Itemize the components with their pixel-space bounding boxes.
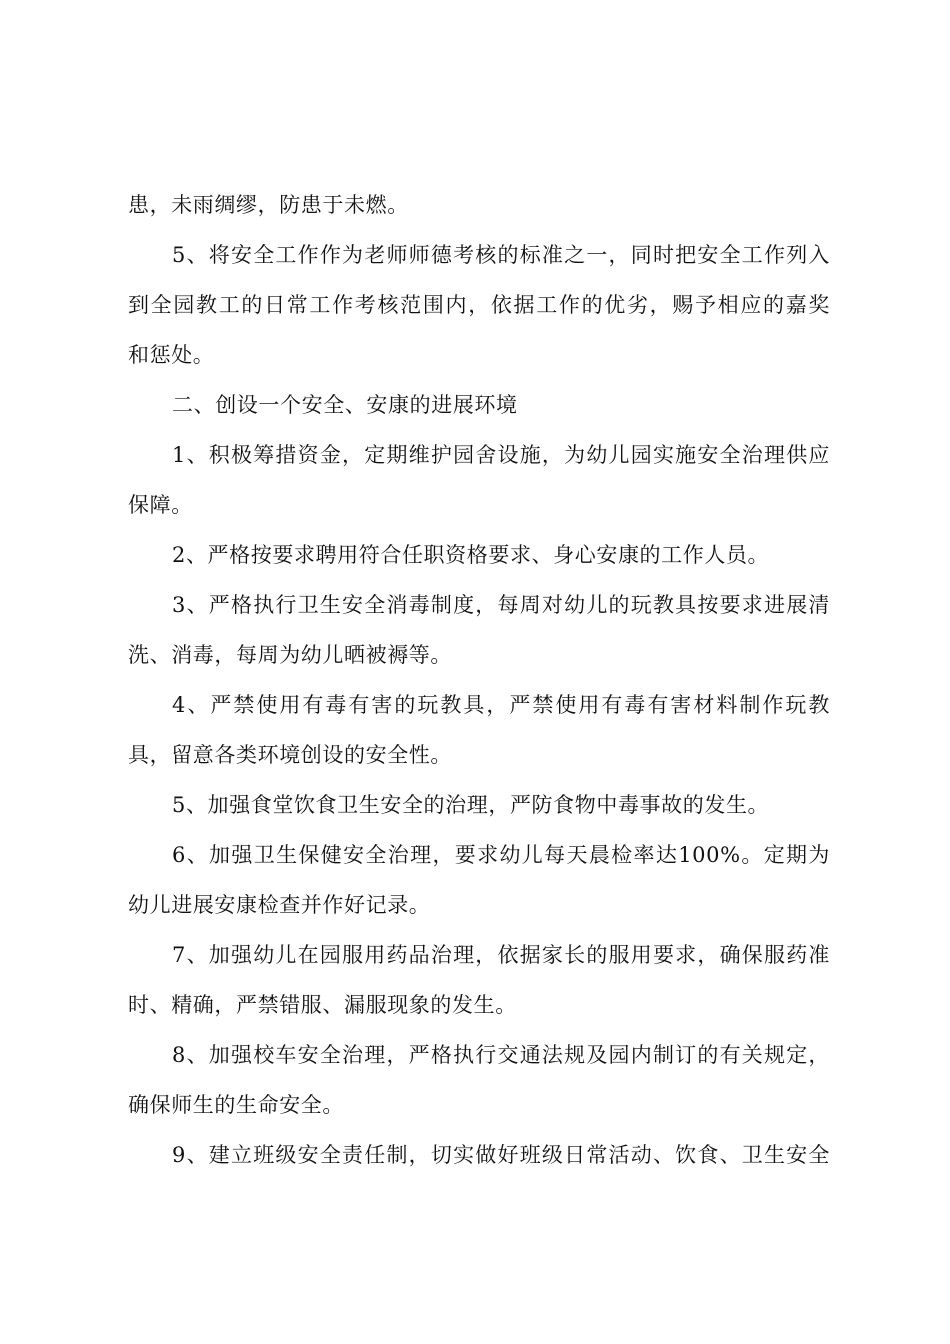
text-line: 洗、消毒，每周为幼儿晒被褥等。 [128, 643, 452, 667]
text-line: 具，留意各类环境创设的安全性。 [128, 743, 452, 767]
text-line: 9、建立班级安全责任制，切实做好班级日常活动、饮食、卫生安全 [172, 1143, 830, 1167]
text-line: 保障。 [128, 493, 193, 517]
text-line: 6、加强卫生保健安全治理，要求幼儿每天晨检率达100%。定期为 [172, 843, 830, 867]
text-line: 时、精确，严禁错服、漏服现象的发生。 [128, 993, 517, 1017]
text-line: 患，未雨绸缪，防患于未燃。 [128, 193, 409, 217]
text-line: 4、严禁使用有毒有害的玩教具，严禁使用有毒有害材料制作玩教 [172, 693, 830, 717]
text-line: 2、严格按要求聘用符合任职资格要求、身心安康的工作人员。 [172, 543, 770, 567]
text-line: 8、加强校车安全治理，严格执行交通法规及园内制订的有关规定， [172, 1043, 830, 1067]
text-line: 到全园教工的日常工作考核范围内，依据工作的优劣，赐予相应的嘉奖 [128, 293, 830, 317]
text-line: 幼儿进展安康检查并作好记录。 [128, 893, 431, 917]
text-line: 5、加强食堂饮食卫生安全的治理，严防食物中毒事故的发生。 [172, 793, 770, 817]
text-line: 和惩处。 [128, 343, 215, 367]
text-line: 7、加强幼儿在园服用药品治理，依据家长的服用要求，确保服药准 [172, 943, 830, 967]
text-line: 3、严格执行卫生安全消毒制度，每周对幼儿的玩教具按要求进展清 [172, 593, 830, 617]
section-heading: 二、创设一个安全、安康的进展环境 [172, 393, 518, 417]
text-line: 确保师生的生命安全。 [128, 1093, 344, 1117]
text-line: 5、将安全工作作为老师师德考核的标准之一，同时把安全工作列入 [172, 243, 830, 267]
text-line: 1、积极筹措资金，定期维护园舍设施，为幼儿园实施安全治理供应 [172, 443, 830, 467]
